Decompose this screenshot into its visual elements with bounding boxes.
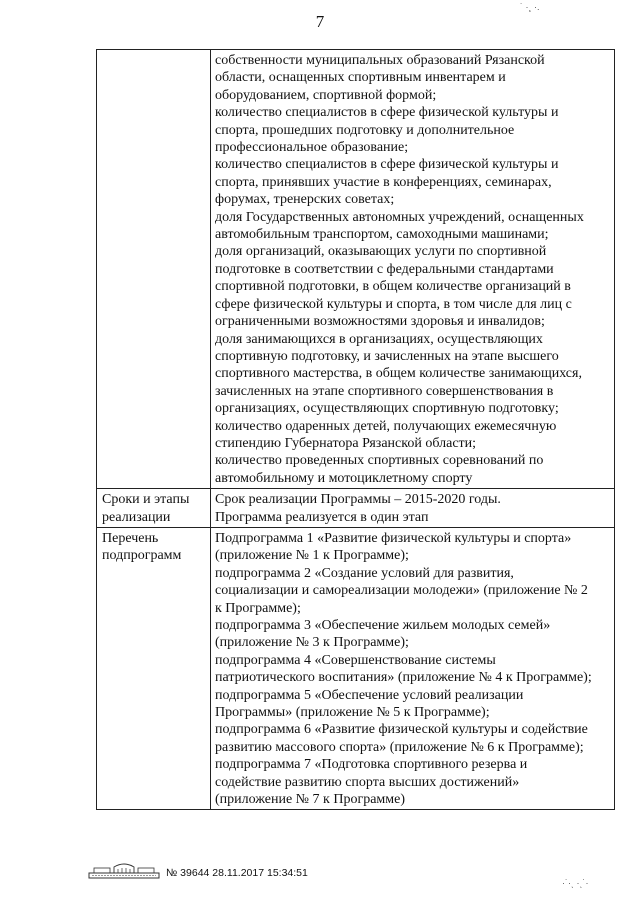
row-content-cell: [211, 50, 615, 489]
row-content-line: социализации и самореализации молодежи» (приложение № 2: [215, 583, 588, 599]
row-content-line: к Программе);: [215, 600, 301, 616]
row-content-line: стипендию Губернатора Рязанской области;: [215, 435, 477, 451]
row-content-line: количество специалистов в сфере физической культуры и: [215, 157, 559, 173]
row-content-line: подпрограмма 7 «Подготовка спортивного резерва и: [215, 757, 528, 773]
page-number: 7: [315, 12, 325, 31]
row-content-line: спорта, прошедших подготовку и дополнительное: [215, 122, 515, 138]
row-content-line: автомобильному и мотоциклетному спорту: [215, 470, 473, 486]
row-content-line: подпрограмма 5 «Обеспечение условий реализации: [215, 687, 524, 703]
table-row: [97, 527, 615, 810]
row-content-line: сфере физической культуры и спорта, в том числе для лиц с: [215, 296, 572, 312]
row-content-line: спорта, принявших участие в конференциях, семинарах,: [215, 174, 552, 190]
row-content-line: (приложение № 3 к Программе);: [215, 635, 409, 651]
row-content-line: Программы» (приложение № 5 к Программе);: [215, 705, 490, 721]
row-content-line: профессиональное образование;: [215, 140, 409, 156]
row-label-line: подпрограмм: [102, 548, 182, 564]
row-content-line: спортивную подготовку, и зачисленных на этапе высшего: [215, 348, 559, 364]
row-content-line: доля организаций, оказывающих услуги по спортивной: [215, 244, 547, 260]
row-content-line: ограниченными возможностями здоровья и инвалидов;: [215, 314, 545, 330]
table-row: [97, 489, 615, 528]
building-logo-icon: [88, 862, 160, 883]
row-content-line: подпрограмма 4 «Совершенствование системы: [215, 652, 496, 668]
row-content-line: автомобильным транспортом, самоходными машинами;: [215, 227, 549, 243]
scan-mark-top: ˙ ·¸ ·.: [520, 2, 540, 12]
row-content-line: Подпрограмма 1 «Развитие физической культуры и спорта»: [215, 530, 572, 546]
row-content-line: количество одаренных детей, получающих ежемесячную: [215, 418, 557, 434]
row-content-line: (приложение № 1 к Программе);: [215, 548, 409, 564]
row-content-line: подпрограмма 6 «Развитие физической культуры и содействие: [215, 722, 588, 738]
row-content-line: содействие развитию спорта высших достижений»: [215, 774, 520, 790]
row-content-line: подпрограмма 3 «Обеспечение жильем молодых семей»: [215, 618, 551, 633]
scan-mark-bottom: ·˙·ˎ ·ˎ˙·: [562, 878, 589, 888]
row-content-line: области, оснащенных спортивным инвентарем и: [215, 70, 506, 86]
row-label-cell: [97, 50, 211, 489]
row-content-line: доля Государственных автономных учреждений, оснащенных: [215, 209, 584, 225]
row-label-line: Перечень: [102, 530, 159, 546]
row-content-line: доля занимающихся в организациях, осуществляющих: [215, 331, 543, 347]
row-label-line: реализации: [102, 509, 171, 525]
row-content-line: количество проведенных спортивных соревнований по: [215, 453, 544, 469]
table-row: [97, 50, 615, 489]
row-content-line: организациях, осуществляющих спортивную подготовку;: [215, 401, 559, 417]
row-label-line: Сроки и этапы: [102, 492, 190, 508]
row-content-line: Программа реализуется в один этап: [215, 509, 429, 525]
row-content-cell: [211, 527, 615, 810]
row-content-cell: [211, 489, 615, 528]
row-content-line: форумах, тренерских советах;: [215, 192, 395, 208]
registration-stamp: № 39644 28.11.2017 15:34:51: [166, 866, 308, 879]
row-content-line: зачисленных на этапе спортивного совершенствования в: [215, 383, 554, 399]
row-content-line: оборудованием, спортивной формой;: [215, 87, 437, 103]
row-content-line: подготовке в соответствии с федеральными стандартами: [215, 261, 554, 277]
row-content-line: спортивного мастерства, в общем количестве занимающихся,: [215, 366, 582, 382]
row-content-line: (приложение № 7 к Программе): [215, 792, 406, 808]
row-content-line: подпрограмма 2 «Создание условий для развития,: [215, 565, 514, 581]
row-content-line: количество специалистов в сфере физической культуры и: [215, 105, 559, 121]
program-passport-table: [96, 49, 615, 810]
row-content-line: развитию массового спорта» (приложение № 6 к Программе);: [215, 739, 584, 755]
document-footer: [88, 862, 308, 883]
row-content-line: собственности муниципальных образований Рязанской: [215, 53, 545, 68]
row-content-line: патриотического воспитания» (приложение № 4 к Программе);: [215, 670, 592, 686]
row-label-cell: [97, 489, 211, 528]
row-content-line: спортивной подготовки, в общем количестве организаций в: [215, 279, 571, 295]
row-content-line: Срок реализации Программы – 2015-2020 годы.: [215, 492, 501, 508]
row-label-cell: [97, 527, 211, 810]
